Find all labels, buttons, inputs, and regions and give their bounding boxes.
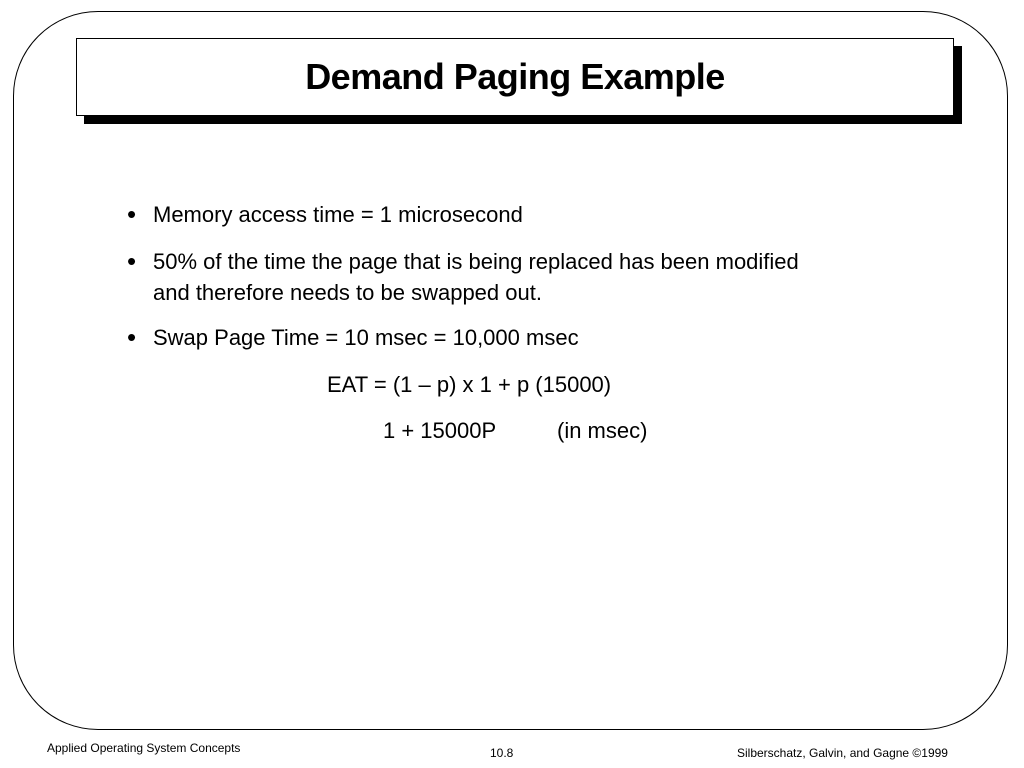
eat-formula-result: 1 + 15000P xyxy=(383,418,497,443)
footer-copyright: Silberschatz, Galvin, and Gagne ©1999 xyxy=(737,746,948,760)
eat-formula: EAT = (1 – p) x 1 + p (15000) xyxy=(327,372,612,397)
slide-title: Demand Paging Example xyxy=(305,56,725,97)
eat-formula-unit-note: (in msec) xyxy=(557,418,648,443)
title-box xyxy=(76,38,954,116)
bullet-dot-icon: • xyxy=(127,322,137,352)
footer-course-title: Applied Operating System Concepts xyxy=(47,741,241,755)
bullet-text: 50% of the time the page that is being replaced has been modified and therefore needs to be swapped out. xyxy=(153,249,799,305)
bullet-text: Memory access time = 1 microsecond xyxy=(153,202,523,227)
bullet-dot-icon: • xyxy=(127,199,137,229)
bullet-dot-icon: • xyxy=(127,246,137,276)
bullet-text: Swap Page Time = 10 msec = 10,000 msec xyxy=(153,325,579,350)
footer-slide-number: 10.8 xyxy=(490,746,514,760)
